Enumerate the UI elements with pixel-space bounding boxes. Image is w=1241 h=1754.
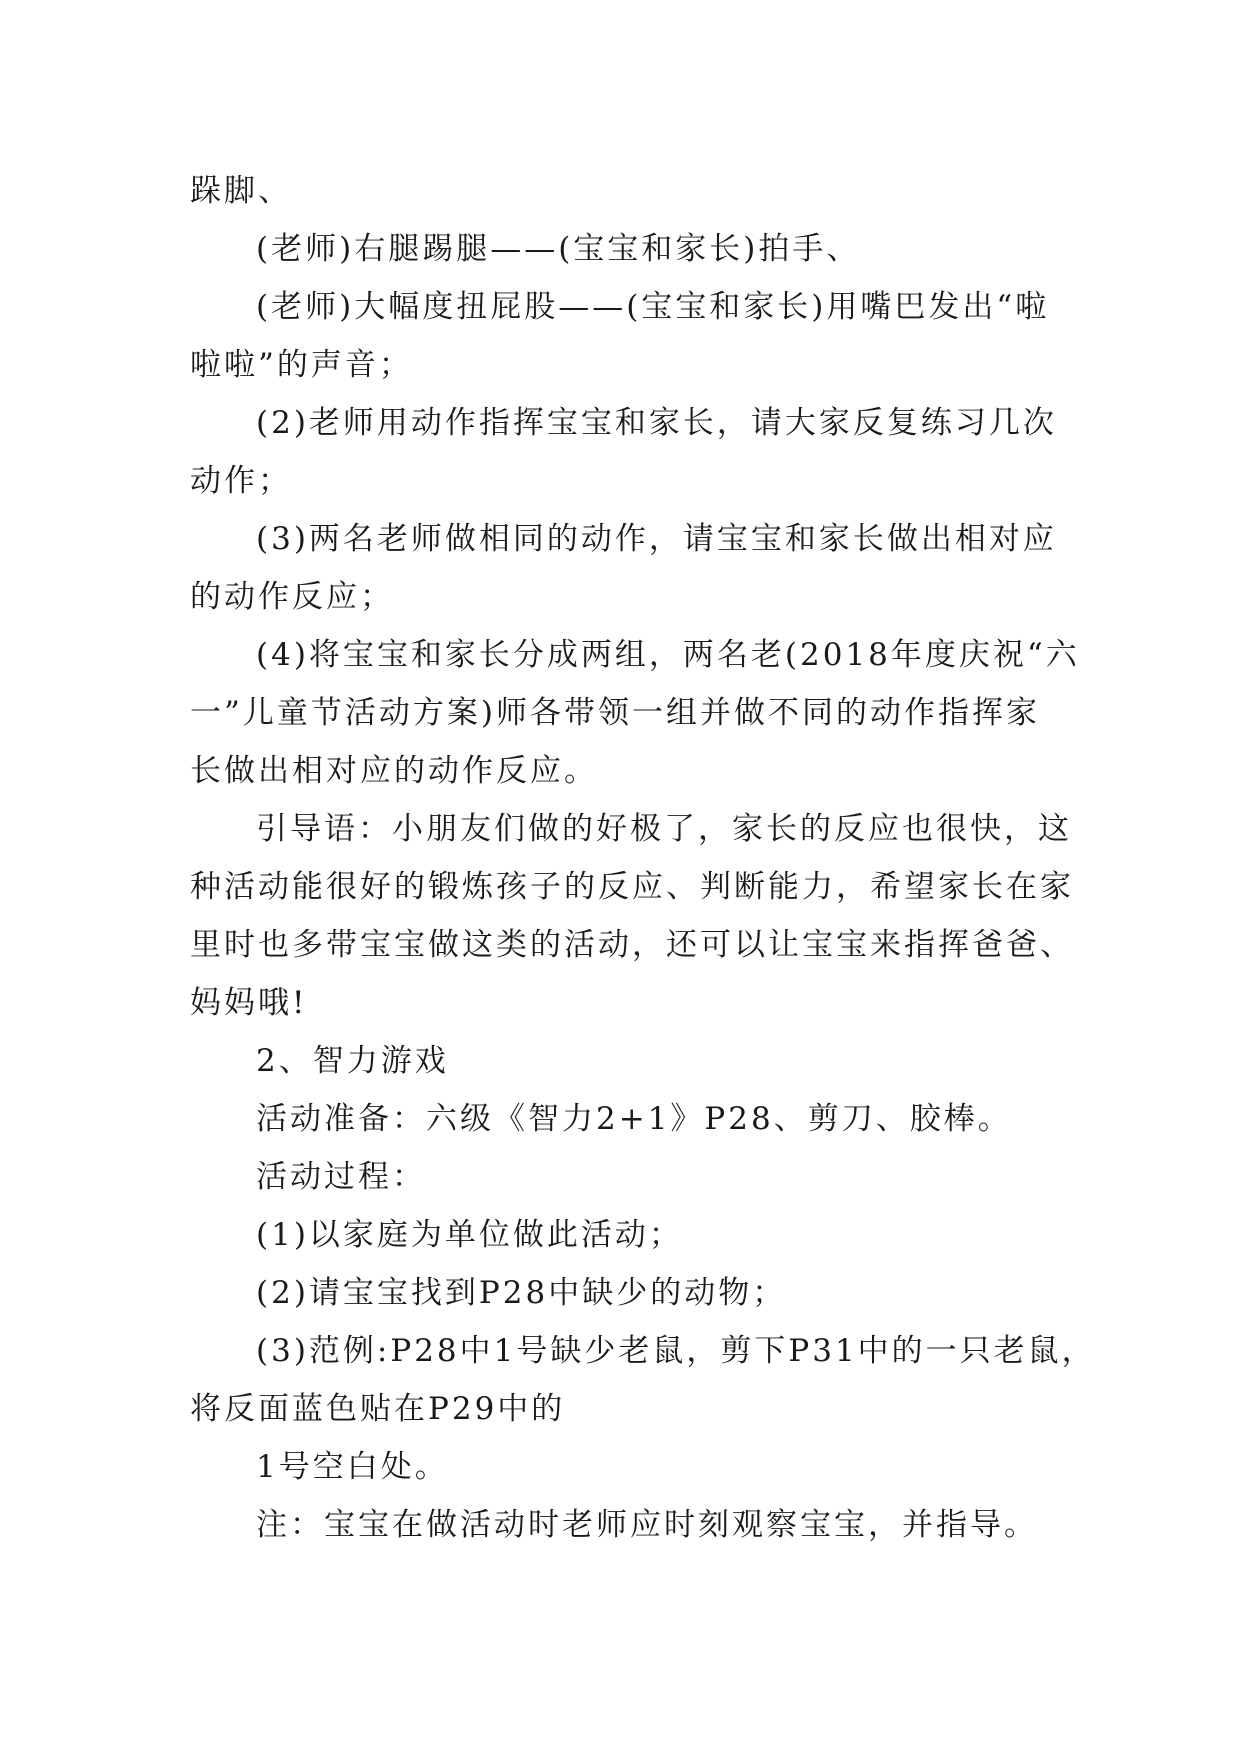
document-body [190,162,1096,1554]
text-line: (3)范例:P28中1号缺少老鼠，剪下P31中的一只老鼠， [256,1333,1096,1369]
text-line: 将反面蓝色贴在P29中的 [190,1391,566,1427]
text-line: 一”儿童节活动方案)师各带领一组并做不同的动作指挥家 [190,695,1040,731]
text-line: 妈妈哦! [190,985,308,1021]
text-line: (4)将宝宝和家长分成两组，两名老(2018年度庆祝“六 [256,637,1080,673]
text-line: 长做出相对应的动作反应。 [190,753,598,789]
text-line: (3)两名老师做相同的动作，请宝宝和家长做出相对应 [256,521,1057,557]
text-line: (老师)大幅度扭屁股——(宝宝和家长)用嘴巴发出“啦 [256,289,1050,325]
text-line: 里时也多带宝宝做这类的活动，还可以让宝宝来指挥爸爸、 [190,927,1074,963]
text-line: 1号空白处。 [256,1449,449,1485]
text-line: 种活动能很好的锻炼孩子的反应、判断能力，希望家长在家 [190,869,1074,905]
text-line: 跺脚、 [190,173,292,209]
text-line: 注：宝宝在做活动时老师应时刻观察宝宝，并指导。 [256,1507,1038,1543]
text-line: 的动作反应； [190,579,394,615]
text-line: (2)老师用动作指挥宝宝和家长，请大家反复练习几次 [256,405,1057,441]
text-line: (1)以家庭为单位做此活动； [256,1217,683,1253]
text-line: 引导语：小朋友们做的好极了，家长的反应也很快，这 [256,811,1072,847]
text-line: 啦啦”的声音； [190,347,413,383]
section-heading: 2、智力游戏 [256,1043,449,1079]
text-line: (2)请宝宝找到P28中缺少的动物； [256,1275,787,1311]
text-line: 动作； [190,463,292,499]
text-line: (老师)右腿踢腿——(宝宝和家长)拍手、 [256,231,861,267]
text-line: 活动过程： [256,1159,426,1195]
text-line: 活动准备：六级《智力2+1》P28、剪刀、胶棒。 [256,1101,1012,1137]
